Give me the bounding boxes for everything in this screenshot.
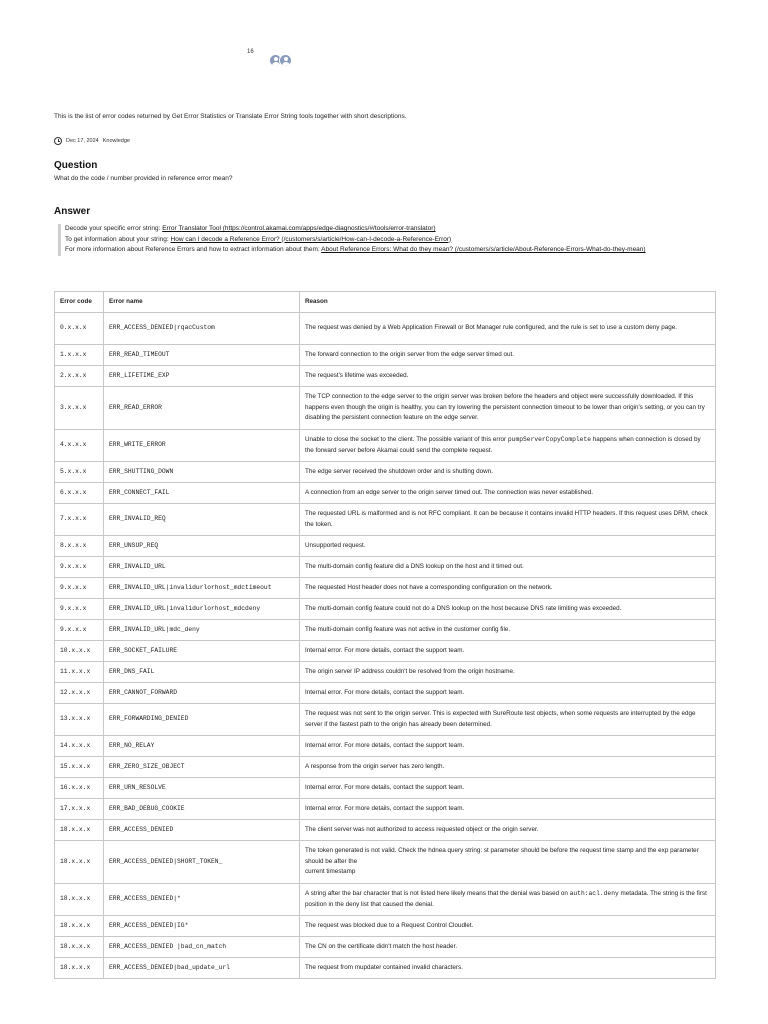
- reason-code-snippet: pumpServerCopyComplete: [507, 436, 592, 443]
- error-code-cell: 18.x.x.x: [55, 820, 104, 841]
- error-name-cell: ERR_INVALID_URL|invalidurlorhost_mdcdeny: [104, 599, 300, 620]
- error-code-cell: 9.x.x.x: [55, 557, 104, 578]
- reason-text: Unsupported request.: [305, 541, 366, 549]
- reason-cell: [300, 599, 716, 620]
- table-row: [55, 366, 716, 387]
- reason-text: The request was blocked due to a Request Control Cloudlet.: [305, 921, 474, 929]
- error-code-cell: 8.x.x.x: [55, 536, 104, 557]
- about-reference-errors-link[interactable]: About Reference Errors: What do they mean? (/customers/s/article/About-Reference-Errors-What-do-they-mean): [321, 246, 646, 253]
- reason-cell: [300, 916, 716, 937]
- reason-cell: [300, 345, 716, 366]
- reason-cell: [300, 483, 716, 504]
- error-code-cell: 13.x.x.x: [55, 704, 104, 736]
- error-code-cell: 18.x.x.x: [55, 958, 104, 979]
- reason-text: Internal error. For more details, contact the support team.: [305, 783, 465, 791]
- error-name-cell: ERR_SHUTTING_DOWN: [104, 462, 300, 483]
- reason-cell: [300, 683, 716, 704]
- error-name-cell: ERR_READ_ERROR: [104, 387, 300, 430]
- reason-cell: [300, 313, 716, 345]
- error-code-cell: 9.x.x.x: [55, 620, 104, 641]
- reason-cell: [300, 366, 716, 387]
- reason-text: The multi-domain config feature did a DNS lookup on the host and it timed out.: [305, 562, 524, 570]
- reason-cell: [300, 884, 716, 916]
- table-row: [55, 536, 716, 557]
- error-code-cell: 12.x.x.x: [55, 683, 104, 704]
- table-row: [55, 662, 716, 683]
- error-code-cell: 9.x.x.x: [55, 599, 104, 620]
- table-row: [55, 884, 716, 916]
- table-row: [55, 937, 716, 958]
- error-code-cell: 15.x.x.x: [55, 757, 104, 778]
- reason-cell: [300, 536, 716, 557]
- error-name-cell: ERR_READ_TIMEOUT: [104, 345, 300, 366]
- error-name-cell: ERR_INVALID_REQ: [104, 504, 300, 536]
- answer-line-text: Decode your specific error string:: [65, 225, 161, 232]
- article-meta: [54, 137, 130, 145]
- reason-cell: [300, 778, 716, 799]
- reason-text: happens when connection is closed by the forward server before Akamai could send the complete request.: [305, 436, 701, 454]
- reason-text: Internal error. For more details, contact the support team.: [305, 804, 465, 812]
- error-code-cell: 6.x.x.x: [55, 483, 104, 504]
- reason-cell: [300, 641, 716, 662]
- reason-text: The multi-domain config feature could not do a DNS lookup on the host because DNS rate limiting was exceeded.: [305, 604, 622, 612]
- table-row: [55, 504, 716, 536]
- reason-text: The request was not sent to the origin server. This is expected with SureRoute test objects, when some requests are interrupted by the edge server if the fastest path to the origin has already been determined.: [305, 710, 696, 728]
- table-row: [55, 958, 716, 979]
- error-code-cell: 1.x.x.x: [55, 345, 104, 366]
- table-row: [55, 757, 716, 778]
- reason-cell: [300, 799, 716, 820]
- error-code-cell: 18.x.x.x: [55, 916, 104, 937]
- error-name-cell: ERR_ACCESS_DENIED|*: [104, 884, 300, 916]
- error-code-cell: 4.x.x.x: [55, 430, 104, 462]
- view-count: 16: [247, 49, 254, 55]
- table-row: [55, 313, 716, 345]
- table-row: [55, 387, 716, 430]
- reason-text: The TCP connection to the edge server to the origin server was broken before the headers and object were successfully downloaded. If this happens even though the origin is healthy, you can try lowering the persistent connection timeout to be lower than origin's setting, or you can try disabling the persistent connection feature on the edge server.: [305, 393, 705, 422]
- error-codes-table: [54, 291, 716, 979]
- reason-text: The requested URL is malformed and is not RFC compliant. It can be because it contains invalid HTTP headers. If this request uses DRM, check the token.: [305, 510, 708, 528]
- reason-cell: [300, 958, 716, 979]
- reason-text: The forward connection to the origin server from the edge server timed out.: [305, 350, 514, 358]
- error-code-cell: 18.x.x.x: [55, 884, 104, 916]
- column-header-error-code: Error code: [55, 292, 104, 313]
- answer-line: [65, 235, 646, 246]
- table-row: [55, 704, 716, 736]
- table-row: [55, 820, 716, 841]
- error-code-cell: 14.x.x.x: [55, 736, 104, 757]
- table-row: [55, 430, 716, 462]
- error-name-cell: ERR_FORWARDING_DENIED: [104, 704, 300, 736]
- reason-cell: [300, 578, 716, 599]
- answer-heading: Answer: [54, 206, 91, 217]
- reason-cell: [300, 430, 716, 462]
- reason-text: Internal error. For more details, contact the support team.: [305, 741, 465, 749]
- reason-text: current timestamp: [305, 868, 356, 876]
- answer-line-text: For more information about Reference Errors and how to extract information about them:: [65, 246, 320, 253]
- reason-text: metadata. The string is the first position in the deny list that caused the denial.: [305, 890, 707, 908]
- error-code-cell: 18.x.x.x: [55, 937, 104, 958]
- error-name-cell: ERR_NO_RELAY: [104, 736, 300, 757]
- answer-line: [65, 224, 646, 235]
- reason-text: The CN on the certificate didn't match the host header.: [305, 942, 458, 950]
- decode-reference-error-link[interactable]: How can I decode a Reference Error? (/customers/s/article/How-can-I-decode-a-Reference-Error): [170, 235, 452, 243]
- reason-text: Unable to close the socket to the client. The possible variant of this error: [305, 436, 508, 443]
- error-name-cell: ERR_ZERO_SIZE_OBJECT: [104, 757, 300, 778]
- table-row: [55, 557, 716, 578]
- error-code-cell: 7.x.x.x: [55, 504, 104, 536]
- error-name-cell: ERR_ACCESS_DENIED|IG*: [104, 916, 300, 937]
- error-code-cell: 9.x.x.x: [55, 578, 104, 599]
- article-intro: This is the list of error codes returned by Get Error Statistics or Translate Error String tools together with short descriptions.: [54, 113, 407, 120]
- answer-line-text: To get information about your string:: [65, 235, 169, 243]
- table-row: [55, 799, 716, 820]
- reason-text: A response from the origin server has zero length.: [305, 762, 445, 770]
- reason-cell: [300, 557, 716, 578]
- question-heading: Question: [54, 160, 98, 171]
- contributor-avatars[interactable]: [269, 54, 292, 67]
- reason-cell: [300, 387, 716, 430]
- reason-cell: [300, 504, 716, 536]
- reason-text: The token generated is not valid. Check the hdnea query string: st parameter should be before the request time stamp and the exp parameter should be after the: [305, 847, 699, 865]
- error-translator-link[interactable]: Error Translator Tool (https://control.akamai.com/apps/edge-diagnostics/#/tools/error-translator): [162, 225, 436, 232]
- table-row: [55, 462, 716, 483]
- table-row: [55, 345, 716, 366]
- reason-cell: [300, 757, 716, 778]
- reason-cell: [300, 736, 716, 757]
- reason-text: Internal error. For more details, contact the support team.: [305, 646, 465, 654]
- error-code-cell: 3.x.x.x: [55, 387, 104, 430]
- table-row: [55, 916, 716, 937]
- article-date: Dec 17, 2024: [66, 138, 99, 144]
- error-code-cell: 16.x.x.x: [55, 778, 104, 799]
- error-name-cell: ERR_INVALID_URL|invalidurlorhost_mdctimeout: [104, 578, 300, 599]
- reason-text: The request's lifetime was exceeded.: [305, 371, 409, 379]
- error-name-cell: ERR_ACCESS_DENIED: [104, 820, 300, 841]
- table-row: [55, 683, 716, 704]
- table-row: [55, 620, 716, 641]
- reason-cell: [300, 937, 716, 958]
- table-row: [55, 736, 716, 757]
- error-name-cell: ERR_SOCKET_FAILURE: [104, 641, 300, 662]
- reason-cell: [300, 462, 716, 483]
- error-name-cell: ERR_INVALID_URL: [104, 557, 300, 578]
- clock-icon: [54, 137, 62, 145]
- reason-text: The request was denied by a Web Application Firewall or Bot Manager rule configured, and the rule is set to use a custom deny page.: [305, 324, 677, 332]
- reason-text: The request from mupdater contained invalid characters.: [305, 963, 463, 971]
- error-code-cell: 0.x.x.x: [55, 313, 104, 345]
- table-row: [55, 483, 716, 504]
- error-code-cell: 10.x.x.x: [55, 641, 104, 662]
- reason-code-snippet: auth:acl.deny: [569, 890, 619, 897]
- error-name-cell: ERR_LIFETIME_EXP: [104, 366, 300, 387]
- reason-text: The origin server IP address couldn't be resolved from the origin hostname.: [305, 667, 515, 675]
- table-row: [55, 841, 716, 884]
- error-name-cell: ERR_ACCESS_DENIED|rqacCustom: [104, 313, 300, 345]
- reason-text: The client server was not authorized to access requested object or the origin server.: [305, 825, 539, 833]
- error-name-cell: ERR_ACCESS_DENIED|bad_update_url: [104, 958, 300, 979]
- column-header-reason: Reason: [300, 292, 716, 313]
- reason-cell: [300, 704, 716, 736]
- table-row: [55, 578, 716, 599]
- reason-text: A string after the bar character that is not listed here likely means that the denial was based on: [305, 890, 570, 897]
- table-row: [55, 641, 716, 662]
- reason-cell: [300, 820, 716, 841]
- reason-text: Internal error. For more details, contact the support team.: [305, 688, 465, 696]
- error-name-cell: ERR_DNS_FAIL: [104, 662, 300, 683]
- reason-text: The edge server received the shutdown order and is shutting down.: [305, 467, 493, 475]
- table-body: [55, 313, 716, 979]
- error-name-cell: ERR_CANNOT_FORWARD: [104, 683, 300, 704]
- reason-text: The requested Host header does not have a corresponding configuration on the network.: [305, 583, 553, 591]
- error-code-cell: 17.x.x.x: [55, 799, 104, 820]
- table-row: [55, 778, 716, 799]
- article-category: Knowledge: [102, 138, 130, 144]
- table-header-row: [55, 292, 716, 313]
- error-name-cell: ERR_INVALID_URL|mdc_deny: [104, 620, 300, 641]
- reason-cell: [300, 620, 716, 641]
- answer-line: [65, 245, 646, 256]
- error-name-cell: ERR_WRITE_ERROR: [104, 430, 300, 462]
- reason-text: A connection from an edge server to the origin server timed out. The connection was never established.: [305, 488, 593, 496]
- error-code-cell: 2.x.x.x: [55, 366, 104, 387]
- error-name-cell: ERR_UNSUP_REQ: [104, 536, 300, 557]
- reason-text: The multi-domain config feature was not active in the customer config file.: [305, 625, 511, 633]
- column-header-error-name: Error name: [104, 292, 300, 313]
- error-code-cell: 11.x.x.x: [55, 662, 104, 683]
- reason-cell: [300, 662, 716, 683]
- error-name-cell: ERR_CONNECT_FAIL: [104, 483, 300, 504]
- answer-block: [58, 224, 646, 256]
- table-row: [55, 599, 716, 620]
- reason-cell: [300, 841, 716, 884]
- error-name-cell: ERR_ACCESS_DENIED|SHORT_TOKEN_: [104, 841, 300, 884]
- error-code-cell: 18.x.x.x: [55, 841, 104, 884]
- question-text: What do the code / number provided in reference error mean?: [54, 175, 233, 182]
- error-name-cell: ERR_ACCESS_DENIED |bad_cn_match: [104, 937, 300, 958]
- error-name-cell: ERR_URN_RESOLVE: [104, 778, 300, 799]
- error-name-cell: ERR_BAD_DEBUG_COOKIE: [104, 799, 300, 820]
- user-avatar-icon[interactable]: [279, 54, 292, 67]
- error-code-cell: 5.x.x.x: [55, 462, 104, 483]
